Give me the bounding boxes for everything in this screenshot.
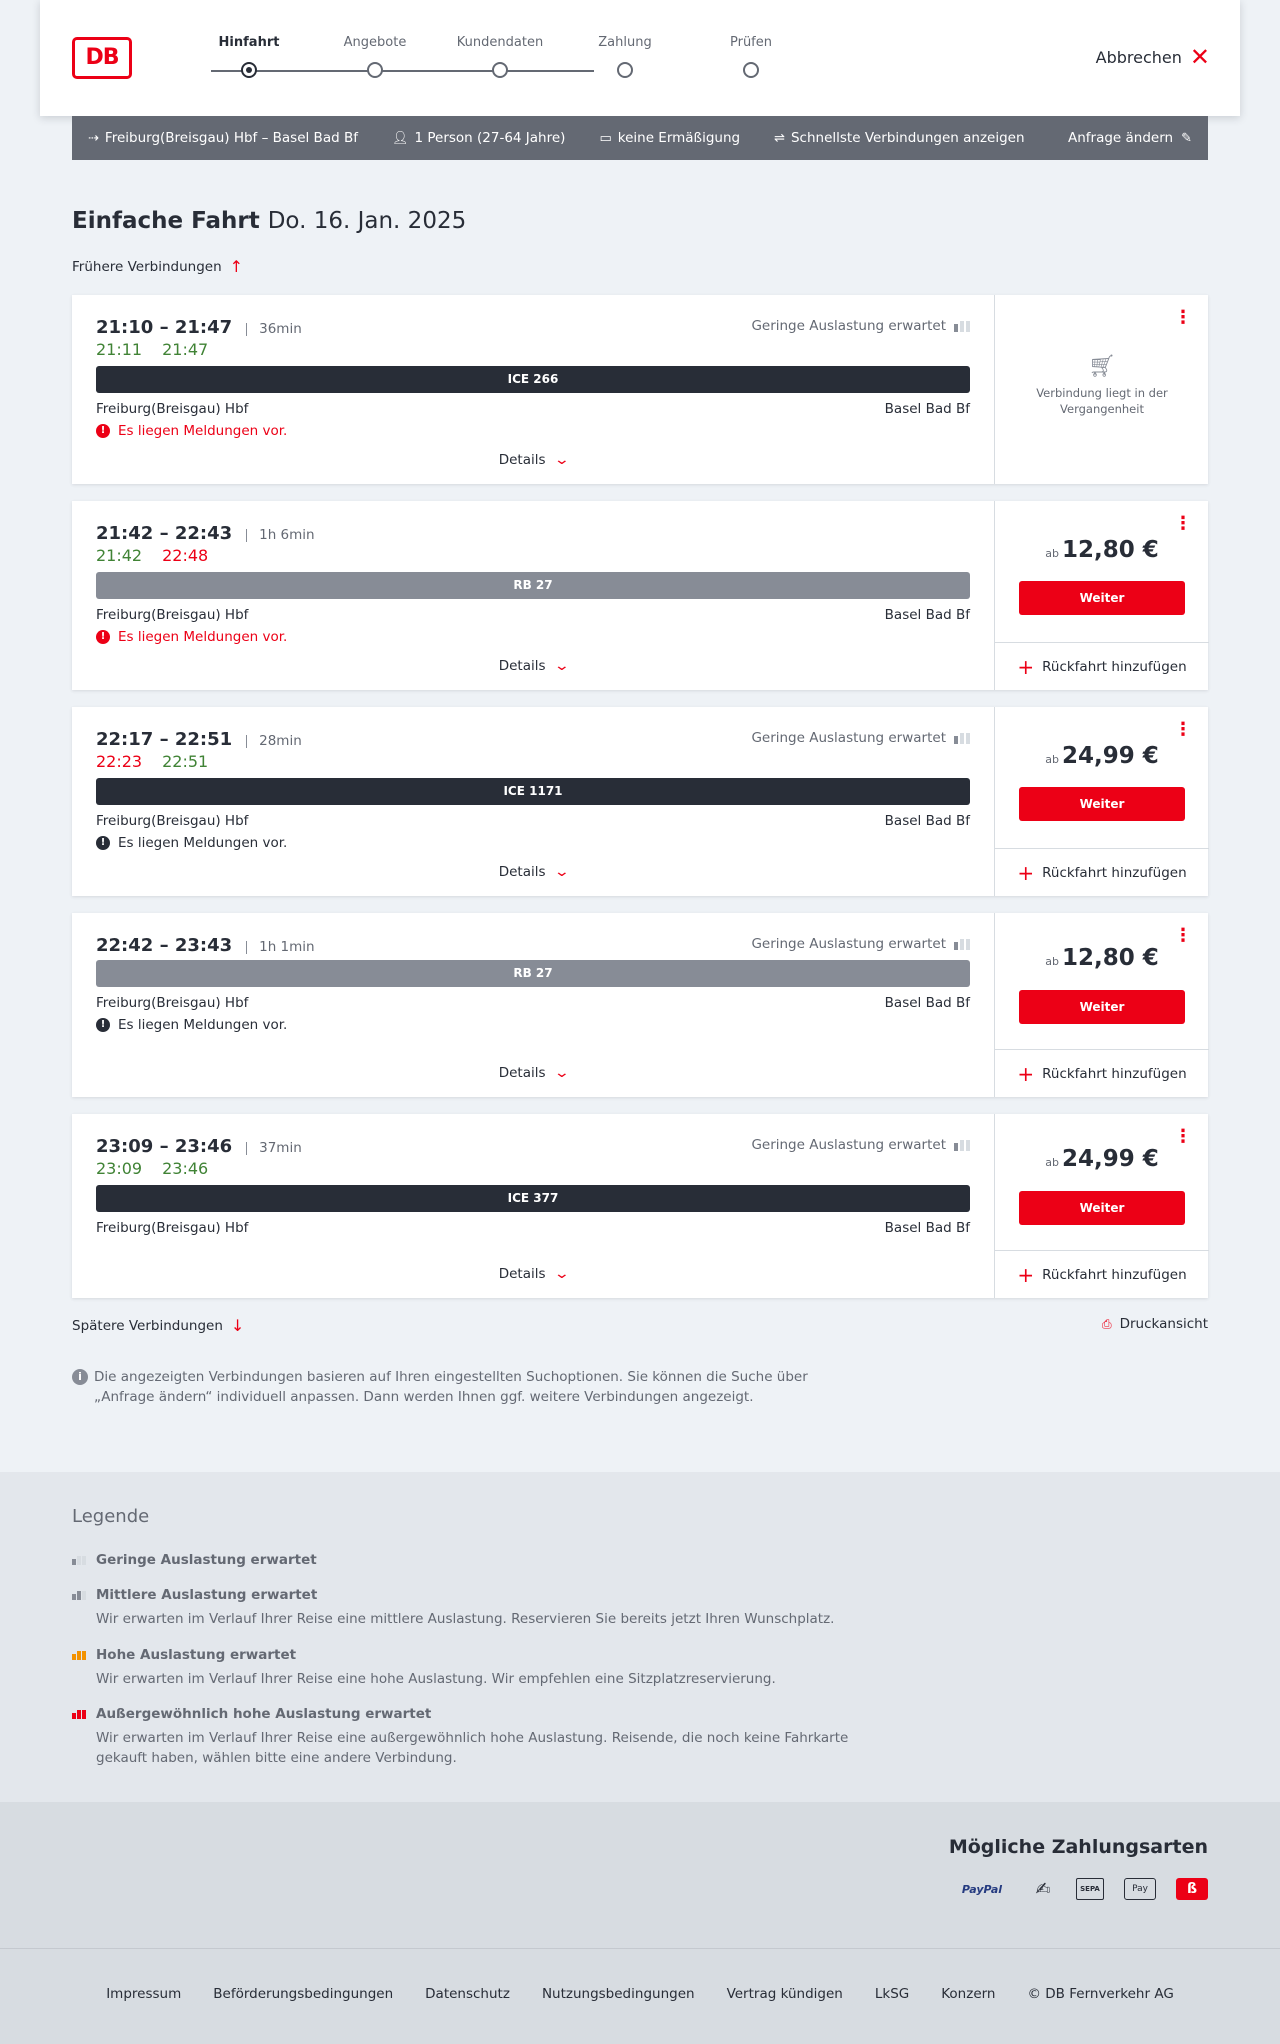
realtime-departure: 21:42 <box>96 546 143 565</box>
route-arrow-icon: ⇢ <box>88 130 99 146</box>
occupancy-indicator <box>751 730 970 746</box>
summary-discount-text: keine Ermäßigung <box>617 130 741 146</box>
add-return-label: Rückfahrt hinzufügen <box>1042 1266 1187 1283</box>
step-hinfahrt <box>194 35 304 55</box>
disruption-text: Es liegen Meldungen vor. <box>118 835 288 851</box>
occupancy-label: Geringe Auslastung erwartet <box>751 936 946 952</box>
planned-times: 23:09 – 23:46 <box>96 1136 233 1157</box>
connection-card <box>72 1114 1208 1298</box>
cancel-button[interactable] <box>1095 43 1210 71</box>
legend-item-extreme <box>72 1706 852 1768</box>
pencil-icon: ✎ <box>1181 130 1192 146</box>
more-options-icon[interactable]: ⋮ <box>1174 1126 1192 1147</box>
more-options-icon[interactable]: ⋮ <box>1174 513 1192 534</box>
plus-icon: + <box>1017 654 1035 679</box>
price-value: 24,99 € <box>1061 1146 1159 1172</box>
footer-link-impressum[interactable]: Impressum <box>106 1986 182 2002</box>
more-options-icon[interactable]: ⋮ <box>1174 719 1192 740</box>
connection-times <box>96 1136 302 1157</box>
apple-pay-label: Pay <box>1132 1884 1148 1894</box>
payment-title: Mögliche Zahlungsarten <box>948 1836 1208 1858</box>
footer-link-lksg[interactable]: LkSG <box>874 1986 910 2002</box>
chevron-down-icon: ⌄ <box>553 658 570 674</box>
step-angebote <box>320 35 430 55</box>
footer-link-konzern[interactable]: Konzern <box>941 1986 996 2002</box>
page-title <box>72 208 466 234</box>
step-label: Prüfen <box>729 35 772 50</box>
legend-item-desc: Wir erwarten im Verlauf Ihrer Reise eine hohe Auslastung. Wir empfehlen eine Sitzplatzreservierung. <box>96 1671 776 1687</box>
legend-item-title: Hohe Auslastung erwartet <box>96 1647 297 1663</box>
price <box>995 743 1209 769</box>
page-date: Do. 16. Jan. 2025 <box>267 208 467 234</box>
occupancy-label: Geringe Auslastung erwartet <box>751 730 946 746</box>
step-label: Zahlung <box>598 35 652 50</box>
details-toggle[interactable] <box>72 864 994 880</box>
continue-button[interactable]: Weiter <box>1019 990 1185 1024</box>
destination-station: Basel Bad Bf <box>884 401 970 417</box>
price <box>995 945 1209 971</box>
card-icon: ▭ <box>599 130 612 146</box>
realtime-arrival: 21:47 <box>162 340 209 359</box>
occupancy-low-icon <box>72 1556 88 1565</box>
occupancy-indicator <box>751 1137 970 1153</box>
more-options-icon[interactable]: ⋮ <box>1174 925 1192 946</box>
details-toggle[interactable] <box>72 658 994 674</box>
continue-button[interactable]: Weiter <box>1019 787 1185 821</box>
legend-item-low <box>72 1552 852 1568</box>
summary-option-text: Schnellste Verbindungen anzeigen <box>790 130 1025 146</box>
offer-panel <box>994 1114 1208 1298</box>
legend-section <box>0 1472 1280 1802</box>
earlier-connections-link[interactable] <box>72 257 243 276</box>
origin-station: Freiburg(Breisgau) Hbf <box>96 1220 249 1236</box>
connection-times <box>96 317 302 338</box>
price-value: 24,99 € <box>1061 743 1159 769</box>
realtime-arrival: 22:51 <box>162 752 209 771</box>
connection-card <box>72 707 1208 896</box>
realtime-departure: 21:11 <box>96 340 143 359</box>
legend-item-desc: Wir erwarten im Verlauf Ihrer Reise eine außergewöhnlich hohe Auslastung. Reisende, die noch keine Fahrkarte gekauft haben, wählen bitte eine andere Verbindung. <box>96 1730 849 1766</box>
legend-item-desc: Wir erwarten im Verlauf Ihrer Reise eine mittlere Auslastung. Reservieren Sie bereits jetzt Ihren Wunschplatz. <box>96 1611 835 1627</box>
legend-item-medium <box>72 1587 852 1629</box>
connection-times <box>96 523 315 544</box>
planned-times: 22:17 – 22:51 <box>96 729 233 750</box>
info-icon: i <box>72 1369 88 1385</box>
connection-card <box>72 501 1208 690</box>
legend-title: Legende <box>72 1506 150 1527</box>
step-label: Angebote <box>343 35 407 50</box>
print-view-link[interactable] <box>1102 1316 1208 1332</box>
details-toggle[interactable] <box>72 1266 994 1282</box>
occupancy-label: Geringe Auslastung erwartet <box>751 1137 946 1153</box>
connection-card <box>72 295 1208 484</box>
legend-item-title: Geringe Auslastung erwartet <box>96 1552 317 1568</box>
page-title-text: Einfache Fahrt <box>72 208 260 234</box>
occupancy-low-icon <box>954 939 970 950</box>
origin-station: Freiburg(Breisgau) Hbf <box>96 995 249 1011</box>
plus-icon: + <box>1017 1061 1035 1086</box>
add-return-label: Rückfahrt hinzufügen <box>1042 1065 1187 1082</box>
summary-route <box>88 130 358 146</box>
cart-blocked-icon: 🛒︎ <box>1088 354 1116 379</box>
realtime-times <box>96 546 208 565</box>
disruption-message <box>96 835 287 851</box>
earlier-label: Frühere Verbindungen <box>72 258 222 275</box>
planned-times: 21:42 – 22:43 <box>96 523 233 544</box>
step-dot <box>743 62 759 78</box>
duration: 37min <box>246 1142 302 1155</box>
step-kundendaten <box>445 35 555 55</box>
duration: 1h 1min <box>246 941 314 954</box>
later-connections-link[interactable] <box>72 1316 244 1335</box>
duration: 1h 6min <box>246 529 314 542</box>
summary-travellers-text: 1 Person (27-64 Jahre) <box>414 130 566 146</box>
payment-methods-section <box>0 1802 1280 1948</box>
step-dot <box>492 62 508 78</box>
more-options-icon[interactable]: ⋮ <box>1174 307 1192 328</box>
details-toggle[interactable] <box>72 1065 994 1081</box>
add-return-button[interactable] <box>995 1049 1209 1097</box>
plus-icon: + <box>1017 860 1035 885</box>
offer-panel <box>994 295 1208 484</box>
disruption-message <box>96 629 287 645</box>
step-label: Kundendaten <box>456 35 544 50</box>
alert-icon: ! <box>96 836 110 850</box>
legend-item-high <box>72 1647 852 1689</box>
sliders-icon: ⇌ <box>774 130 785 146</box>
details-toggle[interactable] <box>72 452 994 468</box>
destination-station: Basel Bad Bf <box>884 607 970 623</box>
chevron-down-icon: ⌄ <box>553 864 570 880</box>
realtime-times <box>96 340 208 359</box>
summary-route-text: Freiburg(Breisgau) Hbf – Basel Bad Bf <box>104 130 358 146</box>
destination-station: Basel Bad Bf <box>884 1220 970 1236</box>
chevron-down-icon: ⌄ <box>553 1065 570 1081</box>
connection-info <box>72 501 994 690</box>
details-label: Details <box>498 452 546 468</box>
chevron-down-icon: ⌄ <box>553 1266 570 1282</box>
cancel-label: Abbrechen <box>1095 47 1182 67</box>
step-pruefen <box>696 35 806 55</box>
sepa-icon: SEPA <box>1076 1878 1104 1900</box>
price-value: 12,80 € <box>1061 945 1159 971</box>
details-label: Details <box>498 658 546 674</box>
connection-card <box>72 913 1208 1097</box>
summary-travellers <box>392 130 565 146</box>
add-return-button[interactable] <box>995 848 1209 896</box>
printer-icon: ⎙ <box>1102 1316 1112 1331</box>
payment-icons <box>954 1878 1208 1900</box>
details-label: Details <box>498 1266 546 1282</box>
print-label: Druckansicht <box>1119 1316 1208 1332</box>
occupancy-indicator <box>751 318 970 334</box>
summary-option <box>774 130 1024 146</box>
arrow-up-icon: ↑ <box>229 257 244 276</box>
add-return-button[interactable] <box>995 642 1209 690</box>
occupancy-extreme-icon <box>72 1710 88 1719</box>
edit-request-button[interactable] <box>1068 130 1192 146</box>
add-return-label: Rückfahrt hinzufügen <box>1042 658 1187 675</box>
price-prefix: ab <box>1045 753 1059 766</box>
direct-debit-hand-icon: ✍ <box>1035 1878 1051 1900</box>
arrow-down-icon: ↓ <box>230 1316 245 1335</box>
offer-panel <box>994 913 1208 1097</box>
footer <box>0 1948 1280 2044</box>
realtime-times <box>96 1159 208 1178</box>
continue-button[interactable]: Weiter <box>1019 1191 1185 1225</box>
legend-item-title: Außergewöhnlich hohe Auslastung erwartet <box>96 1706 432 1722</box>
db-logo[interactable]: DB <box>72 37 132 79</box>
realtime-departure: 22:23 <box>96 752 143 771</box>
footer-link-nutzungsbedingungen[interactable]: Nutzungsbedingungen <box>541 1986 695 2002</box>
details-label: Details <box>498 1065 546 1081</box>
occupancy-medium-icon <box>72 1591 88 1600</box>
footer-link-befoerderungsbedingungen[interactable]: Beförderungsbedingungen <box>213 1986 394 2002</box>
realtime-departure: 23:09 <box>96 1159 143 1178</box>
footer-link-vertrag-kuendigen[interactable]: Vertrag kündigen <box>726 1986 843 2002</box>
disruption-message <box>96 1017 287 1033</box>
footer-copyright: © DB Fernverkehr AG <box>1027 1986 1174 2002</box>
occupancy-label: Geringe Auslastung erwartet <box>751 318 946 334</box>
alert-icon: ! <box>96 630 110 644</box>
occupancy-high-icon <box>72 1651 88 1660</box>
step-label: Hinfahrt <box>218 35 280 50</box>
price <box>995 537 1209 563</box>
offer-panel <box>994 707 1208 896</box>
disruption-text: Es liegen Meldungen vor. <box>118 423 288 439</box>
price-prefix: ab <box>1045 1156 1059 1169</box>
connection-info <box>72 707 994 896</box>
add-return-label: Rückfahrt hinzufügen <box>1042 864 1187 881</box>
occupancy-low-icon <box>954 733 970 744</box>
summary-discount <box>599 130 740 146</box>
details-label: Details <box>498 864 546 880</box>
footer-link-datenschutz[interactable]: Datenschutz <box>425 1986 510 2002</box>
legend-item-title: Mittlere Auslastung erwartet <box>96 1587 318 1603</box>
footer-links <box>0 1986 1280 2002</box>
realtime-times <box>96 752 208 771</box>
train-bar[interactable]: ICE 377 <box>96 1185 970 1212</box>
add-return-button[interactable] <box>995 1250 1209 1298</box>
price-value: 12,80 € <box>1061 537 1159 563</box>
disruption-text: Es liegen Meldungen vor. <box>118 1017 288 1033</box>
info-note <box>72 1367 852 1407</box>
past-text: Verbindung liegt in der Vergangenheit <box>1036 386 1168 416</box>
planned-times: 22:42 – 23:43 <box>96 935 233 956</box>
origin-station: Freiburg(Breisgau) Hbf <box>96 401 249 417</box>
train-bar[interactable]: RB 27 <box>96 960 970 987</box>
duration: 28min <box>246 735 302 748</box>
plus-icon: + <box>1017 1262 1035 1287</box>
offer-panel <box>994 501 1208 690</box>
origin-station: Freiburg(Breisgau) Hbf <box>96 813 249 829</box>
close-icon: ✕ <box>1189 43 1210 71</box>
step-dot <box>367 62 383 78</box>
origin-station: Freiburg(Breisgau) Hbf <box>96 607 249 623</box>
later-label: Spätere Verbindungen <box>72 1317 223 1334</box>
header <box>40 0 1240 116</box>
edit-request-label: Anfrage ändern <box>1067 130 1174 146</box>
train-bar[interactable]: RB 27 <box>96 572 970 599</box>
price-prefix: ab <box>1045 955 1059 968</box>
alert-icon: ! <box>96 1018 110 1032</box>
progress-line <box>211 70 594 72</box>
alert-icon: ! <box>96 424 110 438</box>
connection-times <box>96 729 302 750</box>
destination-station: Basel Bad Bf <box>884 995 970 1011</box>
info-text: Die angezeigten Verbindungen basieren auf Ihren eingestellten Suchoptionen. Sie können die Suche über „Anfrage ändern“ individuell anpassen. Dann werden Ihnen ggf. weitere Verbindungen angezeigt. <box>94 1369 808 1405</box>
price <box>995 1146 1209 1172</box>
disruption-text: Es liegen Meldungen vor. <box>118 629 288 645</box>
planned-times: 21:10 – 21:47 <box>96 317 233 338</box>
paypal-icon: PayPal <box>961 1882 1003 1896</box>
step-dot-active <box>241 62 257 78</box>
destination-station: Basel Bad Bf <box>884 813 970 829</box>
db-pay-icon: ß <box>1176 1878 1208 1900</box>
search-summary-bar <box>72 116 1208 160</box>
connection-times <box>96 935 315 956</box>
chevron-down-icon: ⌄ <box>553 452 570 468</box>
duration: 36min <box>246 323 302 336</box>
connection-info <box>72 295 994 484</box>
step-zahlung <box>570 35 680 55</box>
past-notice <box>995 355 1209 417</box>
person-icon: 👤︎ <box>391 130 409 146</box>
train-bar[interactable]: ICE 1171 <box>96 778 970 805</box>
occupancy-low-icon <box>954 1140 970 1151</box>
connection-info <box>72 1114 994 1298</box>
occupancy-indicator <box>751 936 970 952</box>
occupancy-low-icon <box>954 321 970 332</box>
progress-steps <box>165 0 772 116</box>
connection-info <box>72 913 994 1097</box>
train-bar[interactable]: ICE 266 <box>96 366 970 393</box>
price-prefix: ab <box>1045 547 1059 560</box>
apple-pay-icon <box>1124 1878 1156 1900</box>
continue-button[interactable]: Weiter <box>1019 581 1185 615</box>
realtime-arrival: 22:48 <box>162 546 209 565</box>
realtime-arrival: 23:46 <box>162 1159 209 1178</box>
disruption-message <box>96 423 287 439</box>
step-dot <box>617 62 633 78</box>
